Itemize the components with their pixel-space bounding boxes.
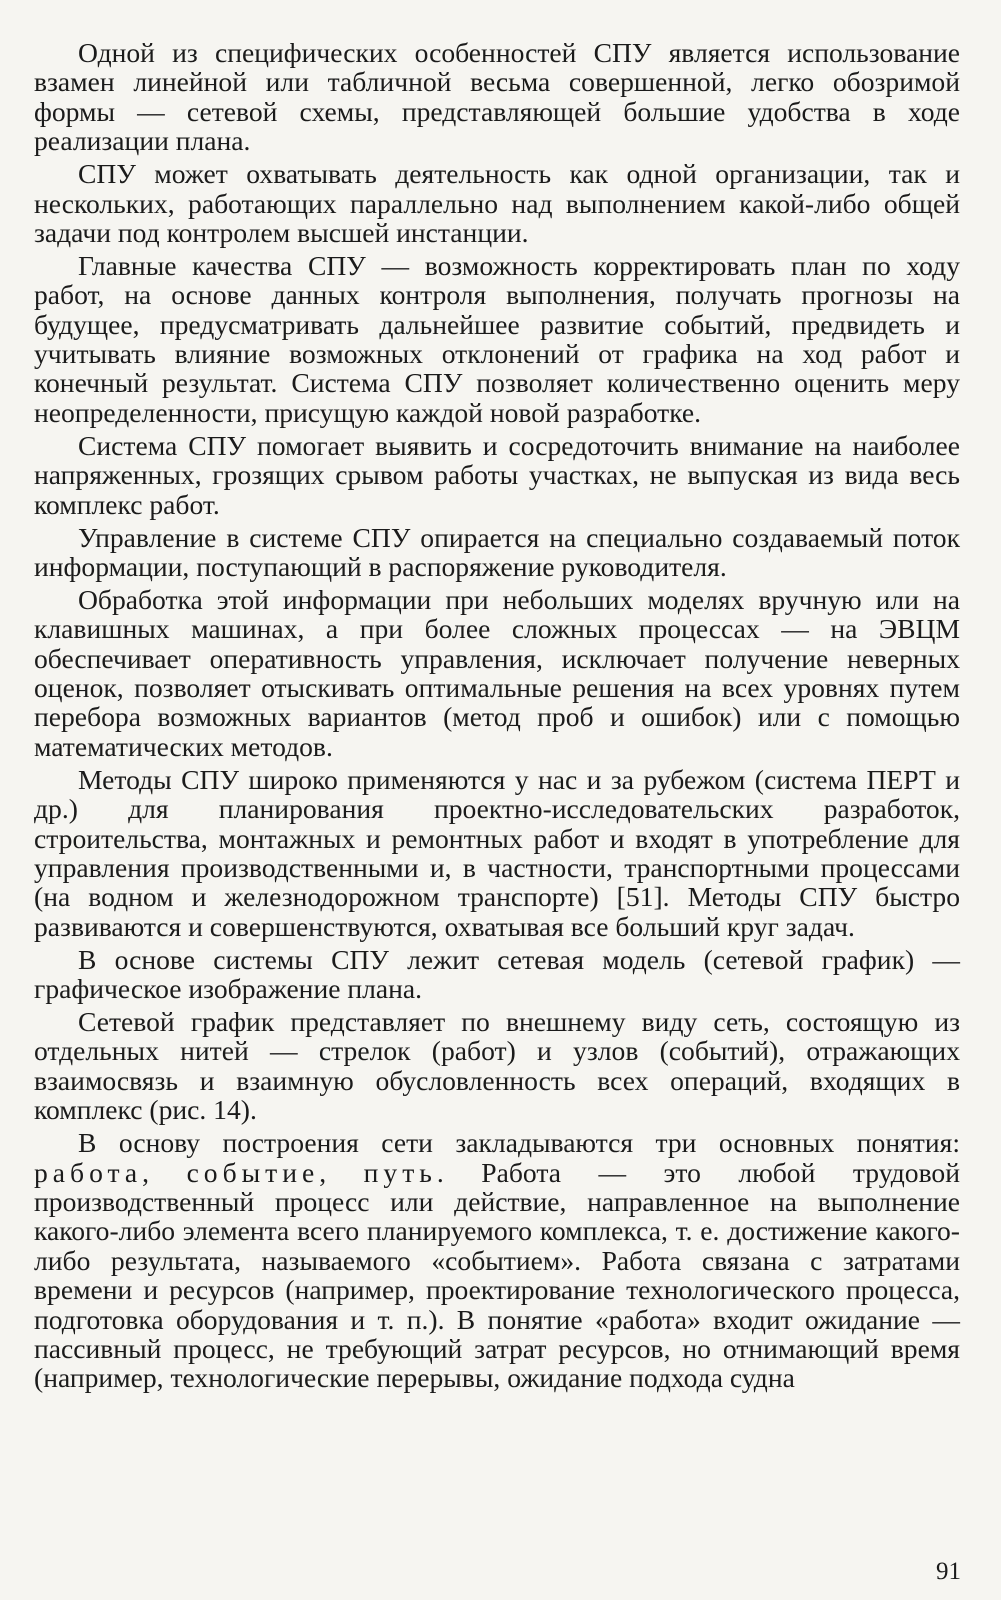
paragraph: Сетевой график представляет по внешнему виду сеть, состоящую из отдельных нитей — стрелок (работ) и узлов (событий), отражающих взаимосвязь и взаимную обусловленность всех операций, входящих в комплекс (рис. 14). bbox=[34, 1006, 960, 1126]
term-path: путь bbox=[363, 1156, 437, 1188]
paragraph: Обработка этой информации при небольших моделях вручную или на клавишных машинах, а при более сложных процессах — на ЭВЦМ обеспечивает оперативность управления, исключает получение неверных оценок, позволяет отыскивать оптимальные решения на всех уровнях путем перебора возможных вариантов (метод проб и ошибок) или с помощью математических методов. bbox=[34, 583, 960, 762]
paragraph: Методы СПУ широко применяются у нас и за рубежом (система ПЕРТ и др.) для планирования проектно-исследовательских разработок, строительства, монтажных и ремонтных работ и входят в употребление для управления производственными и, в частности, транспортными процессами (на водном и железнодорожном транспорте) [51]. Методы СПУ быстро развиваются и совершенствуются, охватывая все больший круг задач. bbox=[34, 763, 960, 942]
paragraph: Главные качества СПУ — возможность корректировать план по ходу работ, на основе данных контроля выполнения, получать прогнозы на будущее, предусматривать дальнейшее развитие событий, предвидеть и учитывать влияние возможных отклонений от графика на ход работ и конечный результат. Система СПУ позволяет количественно оценить меру неопределенности, присущую каждой новой разработке. bbox=[34, 249, 960, 428]
paragraph: Система СПУ помогает выявить и сосредоточить внимание на наиболее напряженных, грозящих срывом работы участках, не выпуская из вида весь комплекс работ. bbox=[34, 429, 960, 520]
body-text bbox=[34, 38, 960, 1396]
paragraph: Одной из специфических особенностей СПУ является использование взамен линейной или табличной весьма совершенной, легко обозримой формы — сетевой схемы, представляющей большие удобства в ходе реализации плана. bbox=[34, 37, 960, 157]
paragraph: Управление в системе СПУ опирается на специально создаваемый поток информации, поступающий в распоряжение руководителя. bbox=[34, 521, 960, 582]
paragraph-rest: Работа — это любой трудовой производственный процесс или действие, направленное на выполнение какого-либо элемента всего планируемого комплекса, т. е. достижение какого-либо результата, называемого «событием». Работа связана с затратами времени и ресурсов (например, проектирование технологического процесса, подготовка оборудования и т. п.). В понятие «работа» входит ожидание — пассивный процесс, не требующий затрат ресурсов, но отнимающий время (например, технологические перерывы, ожидание подхода судна bbox=[34, 1156, 960, 1394]
paragraph: СПУ может охватывать деятельность как одной организации, так и нескольких, работающих параллельно над выполнением какой-либо общей задачи под контролем высшей инстанции. bbox=[34, 158, 960, 248]
page-number: 91 bbox=[936, 1558, 961, 1585]
paragraph-last: В основу построения сети закладываются три основных понятия: работа, событие, путь. Работа — это любой трудовой производственный процесс или действие, направленное на выполнение какого-либо элемента всего планируемого комплекса, т. е. достижение какого-либо результата, называемого «событием». Работа связана с затратами времени и ресурсов (например, проектирование технологического процесса, подготовка оборудования и т. п.). В понятие «работа» входит ожидание — пассивный процесс, не требующий затрат ресурсов, но отнимающий время (например, технологические перерывы, ожидание подхода судна bbox=[34, 1127, 960, 1394]
term-event: событие bbox=[186, 1156, 320, 1188]
paragraph: В основе системы СПУ лежит сетевая модель (сетевой график) — графическое изображение плана. bbox=[34, 943, 960, 1005]
paragraph-intro: В основу построения сети закладываются три основных понятия: bbox=[78, 1127, 960, 1159]
term-work: работа bbox=[34, 1156, 143, 1188]
